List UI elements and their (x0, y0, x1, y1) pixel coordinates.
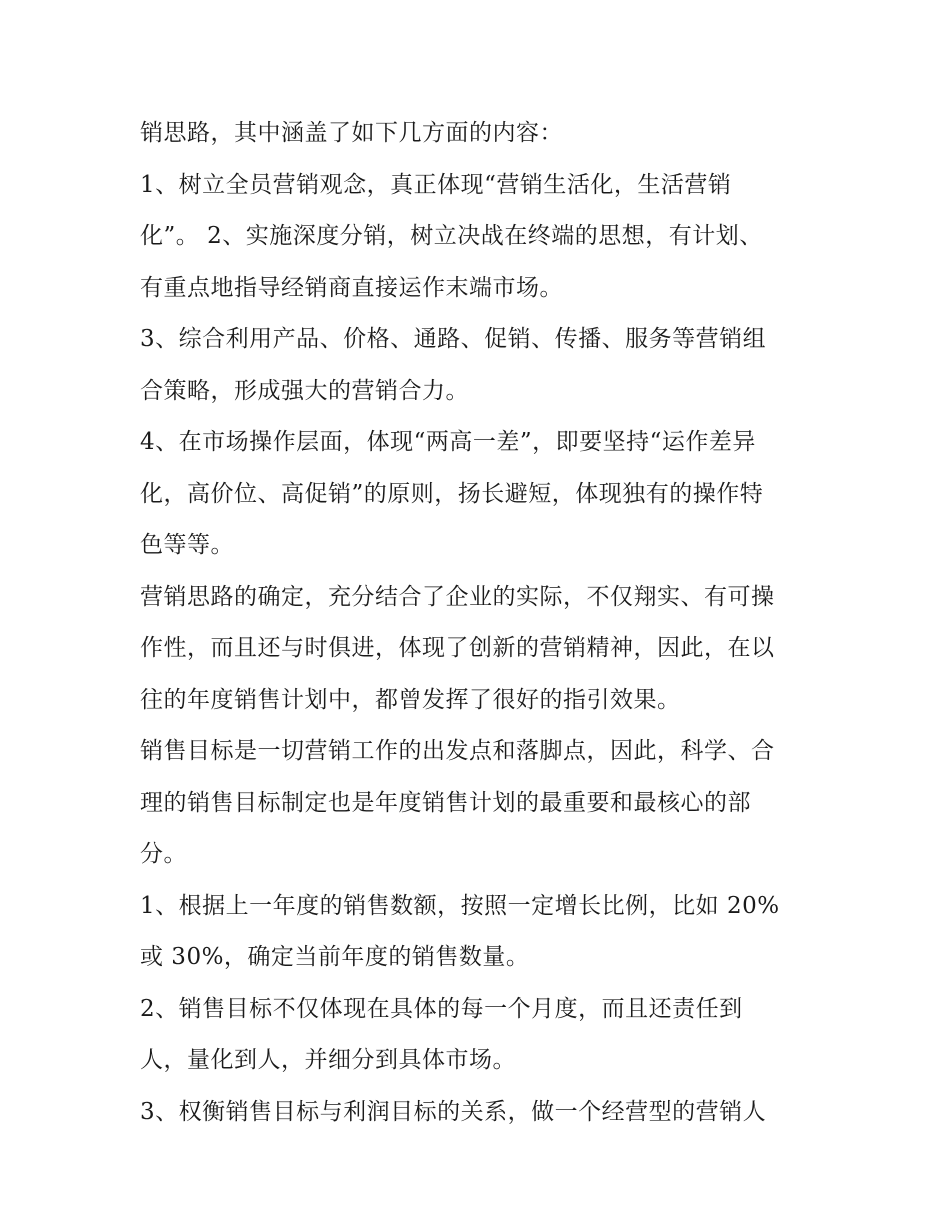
text-line: 化，高价位、高促销”的原则，扬长避短，体现独有的操作特 (140, 480, 764, 507)
text-line: 营销思路的确定，充分结合了企业的实际，不仅翔实、有可操 (140, 583, 775, 610)
text-line: 作性，而且还与时俱进，体现了创新的营销精神，因此，在以 (140, 635, 775, 661)
text-line: 化”。 2、实施深度分销，树立决战在终端的思想，有计划、 (140, 223, 763, 249)
text-line: 3、综合利用产品、价格、通路、促销、传播、服务等营销组 (140, 326, 767, 352)
text-line: 分。 (140, 841, 187, 867)
text-line: 3、权衡销售目标与利润目标的关系，做一个经营型的营销人 (140, 1098, 767, 1125)
text-line: 有重点地指导经销商直接运作末端市场。 (140, 274, 563, 301)
text-line: 4、在市场操作层面，体现“两高一差”，即要坚持“运作差异 (140, 429, 756, 455)
text-line: 理的销售目标制定也是年度销售计划的最重要和最核心的部 (140, 789, 751, 816)
text-line: 销思路，其中涵盖了如下几方面的内容： (140, 120, 563, 146)
document-body (140, 108, 820, 1138)
text-line: 色等等。 (140, 532, 234, 558)
text-line: 2、销售目标不仅体现在具体的每一个月度，而且还责任到 (140, 995, 743, 1022)
text-line: 1、根据上一年度的销售数额，按照一定增长比例，比如 20% (140, 892, 780, 919)
text-line: 销售目标是一切营销工作的出发点和落脚点，因此，科学、合 (140, 738, 775, 764)
text-line: 往的年度销售计划中，都曾发挥了很好的指引效果。 (140, 686, 681, 713)
text-line: 1、树立全员营销观念，真正体现“营销生活化，生活营销 (140, 171, 732, 198)
text-line: 人，量化到人，并细分到具体市场。 (140, 1047, 516, 1073)
text-line: 或 30%，确定当前年度的销售数量。 (140, 944, 530, 970)
text-line: 合策略，形成强大的营销合力。 (140, 377, 469, 404)
